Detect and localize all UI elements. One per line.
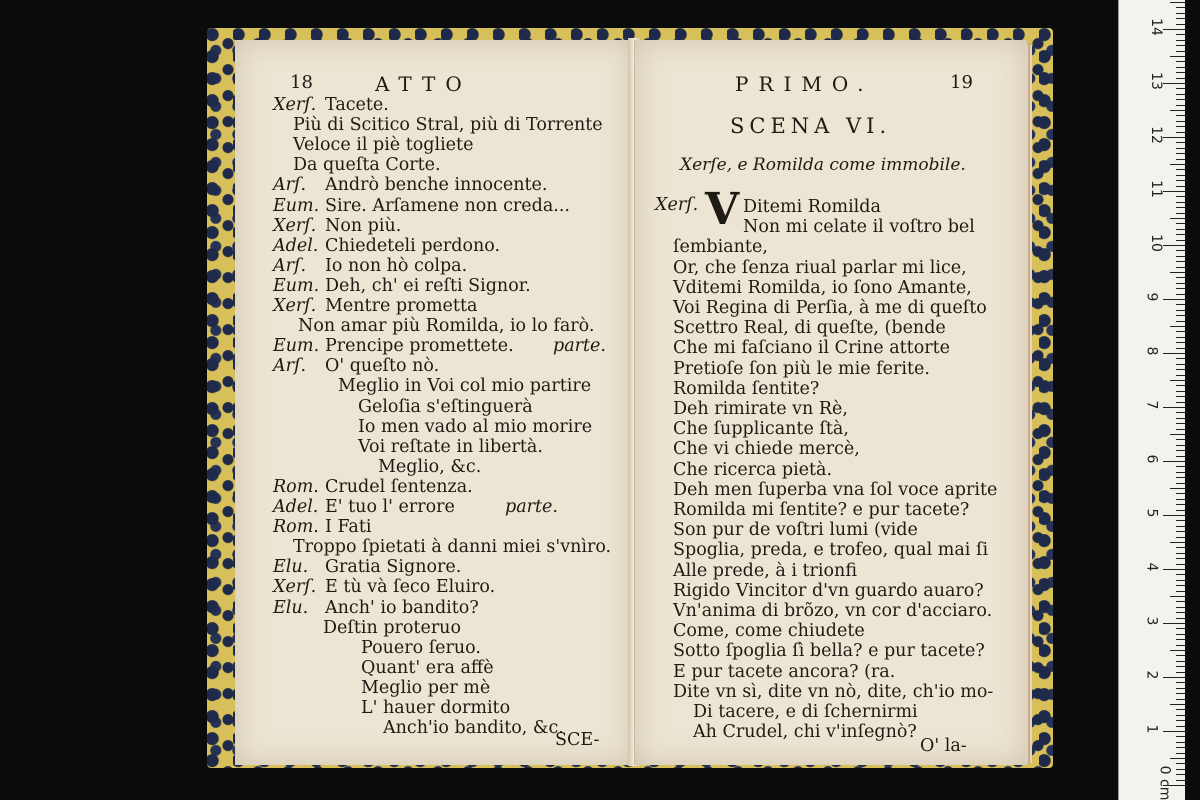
ruler-label: 14 — [1147, 18, 1164, 36]
ruler-tick — [1176, 213, 1185, 214]
right-text-line: Vn'anima di brõzo, vn cor d'acciaro. — [673, 601, 993, 621]
ruler-tick — [1170, 596, 1185, 597]
ruler-tick — [1176, 618, 1185, 619]
ruler-tick — [1176, 564, 1185, 565]
ruler-tick — [1176, 699, 1185, 700]
verse-text: Geloſia s'eſtinguerà — [358, 396, 533, 417]
ruler-tick — [1176, 780, 1185, 781]
ruler-tick — [1176, 40, 1185, 41]
ruler-tick — [1176, 753, 1185, 754]
ruler-tick — [1176, 472, 1185, 473]
ruler-tick — [1176, 709, 1185, 710]
ruler-label: 3 — [1143, 616, 1160, 626]
left-text-line — [273, 276, 531, 296]
ruler-label: 7 — [1143, 400, 1160, 410]
ruler-tick — [1176, 418, 1185, 419]
ruler-tick — [1163, 461, 1185, 462]
verse-text: I Fati — [325, 517, 372, 538]
ruler-tick — [1176, 132, 1185, 133]
ruler-tick — [1176, 510, 1185, 511]
verse-text: Deh, ch' ei reſti Signor. — [325, 275, 531, 296]
speaker-label: Rom. — [273, 517, 319, 538]
ruler-tick — [1170, 164, 1185, 165]
ruler-tick — [1170, 434, 1185, 435]
ruler-tick — [1176, 682, 1185, 683]
ruler-tick — [1176, 250, 1185, 251]
right-text-line: Pretioſe ſon più le mie ferite. — [673, 358, 930, 379]
right-text-line: E pur tacete ancora? (ra. — [673, 661, 896, 682]
verse-text: Mentre prometta — [325, 296, 478, 316]
ruler-tick — [1176, 736, 1185, 737]
ruler-tick — [1170, 272, 1185, 273]
ruler-label: 11 — [1147, 180, 1164, 198]
left-text-line — [293, 155, 441, 175]
ruler-tick — [1176, 369, 1185, 370]
ruler-tick — [1176, 601, 1185, 602]
ruler-tick — [1176, 742, 1185, 743]
ruler-tick — [1176, 655, 1185, 656]
left-text-line — [293, 115, 603, 135]
ruler-tick — [1176, 364, 1185, 365]
right-running-header: PRIMO. — [735, 72, 874, 96]
speaker-label: Arſ. — [273, 175, 307, 196]
ruler-tick — [1176, 234, 1185, 235]
ruler-tick — [1176, 315, 1185, 316]
left-text-line — [273, 256, 467, 276]
ruler-tick — [1170, 2, 1185, 3]
ruler-label: 4 — [1143, 562, 1160, 572]
verse-text: Non più. — [325, 215, 402, 236]
right-text-line: Son pur de voſtri lumi (vide — [673, 520, 918, 541]
right-text-line: Spoglia, preda, e trofeo, qual mai ſi — [673, 540, 989, 561]
ruler-tick — [1170, 758, 1185, 759]
ruler-tick — [1163, 569, 1185, 570]
ruler-tick — [1176, 256, 1185, 257]
ruler-tick — [1176, 499, 1185, 500]
ruler-label: 0 cm — [1156, 765, 1173, 800]
ruler-tick — [1176, 348, 1185, 349]
left-catchword: SCE- — [555, 730, 600, 750]
ruler-tick — [1176, 585, 1185, 586]
ruler-tick — [1176, 531, 1185, 532]
verse-text: Da queſta Corte. — [293, 155, 441, 176]
right-text-line: Voi Regina di Perſia, à me di queſto — [673, 298, 987, 318]
verse-text: L' hauer dormito — [361, 698, 511, 718]
ruler-tick — [1170, 542, 1185, 543]
ruler-tick — [1176, 715, 1185, 716]
ruler-tick — [1176, 223, 1185, 224]
left-text-line — [273, 497, 558, 517]
ruler-tick — [1176, 18, 1185, 19]
ruler-tick — [1176, 358, 1185, 359]
ruler-tick — [1176, 51, 1185, 52]
verse-text: Prencipe promettete. — [325, 336, 514, 357]
ruler-tick — [1163, 677, 1185, 678]
right-text-line: Che ricerca pietà. — [673, 459, 833, 480]
ruler-tick — [1176, 337, 1185, 338]
ruler-tick — [1176, 34, 1185, 35]
left-text-line — [273, 236, 500, 256]
speaker-label: Adel. — [273, 235, 319, 256]
left-text-line — [358, 397, 533, 417]
ruler-tick — [1176, 72, 1185, 73]
ruler-tick — [1176, 159, 1185, 160]
ruler-tick — [1176, 105, 1185, 106]
ruler-tick — [1176, 612, 1185, 613]
ruler-tick — [1176, 547, 1185, 548]
left-text-line — [361, 678, 490, 698]
ruler-tick — [1176, 304, 1185, 305]
right-text-line: Alle prede, à i trionfi — [673, 560, 857, 581]
right-text-line: Ah Crudel, chi v'inſegnò? — [693, 722, 917, 743]
ruler-tick — [1176, 423, 1185, 424]
speaker-label: Elu. — [273, 557, 309, 578]
verse-text: Gratia Signore. — [325, 557, 462, 578]
ruler-tick — [1176, 207, 1185, 208]
ruler-tick — [1176, 774, 1185, 775]
speaker-label: Xerſ. — [655, 195, 699, 215]
verse-text: Troppo ſpietati à danni miei s'vnìro. — [293, 537, 612, 558]
ruler-tick — [1176, 720, 1185, 721]
ruler-tick — [1176, 726, 1185, 727]
right-text-line: Vditemi Romilda, io ſono Amante, — [673, 277, 972, 298]
ruler-tick — [1176, 666, 1185, 667]
ruler-tick — [1170, 56, 1185, 57]
scene-subtitle: Xerſe, e Romilda come immobile. — [680, 155, 966, 175]
scene-title: SCENA VI. — [730, 114, 892, 138]
left-text-line — [273, 175, 547, 195]
ruler-label: 13 — [1147, 72, 1164, 90]
ruler-tick — [1176, 331, 1185, 332]
ruler-tick — [1176, 385, 1185, 386]
ruler-tick — [1176, 504, 1185, 505]
ruler-tick — [1176, 661, 1185, 662]
ruler-tick — [1176, 580, 1185, 581]
left-text-line — [358, 437, 543, 457]
ruler-tick — [1176, 288, 1185, 289]
speaker-label: Elu. — [273, 597, 309, 618]
right-text-line: Non mi celate il voſtro bel — [743, 217, 975, 238]
verse-text: Non amar più Romilda, io lo farò. — [298, 316, 595, 337]
ruler-tick — [1163, 731, 1185, 732]
ruler-tick — [1176, 283, 1185, 284]
left-text-line — [273, 577, 495, 597]
ruler-tick — [1176, 186, 1185, 187]
speaker-label: Arſ. — [273, 356, 307, 377]
ruler-tick — [1176, 396, 1185, 397]
ruler-tick — [1176, 375, 1185, 376]
left-text-line — [273, 216, 401, 236]
right-text-line: Scettro Real, di queſte, (bende — [673, 318, 946, 339]
verse-text: Pouero ſeruo. — [361, 637, 481, 658]
ruler-tick — [1176, 67, 1185, 68]
ruler-tick — [1163, 353, 1185, 354]
speaker-label: Eum. — [273, 336, 320, 357]
verse-text: E tù và ſeco Eluiro. — [325, 577, 496, 598]
speaker-label: Xerſ. — [273, 95, 317, 115]
ruler-label: 5 — [1143, 508, 1160, 518]
stage-direction: parte. — [505, 497, 558, 517]
left-text-line — [273, 477, 473, 497]
ruler-tick — [1176, 45, 1185, 46]
ruler-tick — [1176, 439, 1185, 440]
right-page-number: 19 — [950, 72, 973, 93]
verse-text: Io non hò colpa. — [325, 255, 468, 276]
left-text-line — [273, 557, 461, 577]
ruler-tick — [1176, 261, 1185, 262]
left-text-line — [273, 356, 439, 376]
ruler-tick — [1176, 202, 1185, 203]
left-text-line — [273, 336, 606, 357]
ruler-label: 10 — [1147, 234, 1164, 252]
left-text-line — [273, 95, 389, 115]
left-text-line — [361, 638, 481, 658]
ruler-tick — [1176, 537, 1185, 538]
left-text-line — [273, 598, 479, 618]
right-text-line: Come, come chiudete — [673, 621, 865, 642]
ruler-tick — [1176, 429, 1185, 430]
ruler-label: 6 — [1143, 454, 1160, 464]
left-text-line — [338, 376, 591, 396]
verse-text: Chiedeteli perdono. — [325, 235, 501, 256]
ruler-tick — [1176, 196, 1185, 197]
right-text-line: Che vi chiede mercè, — [673, 439, 860, 460]
right-page — [634, 40, 1027, 765]
right-text-line: Di tacere, e di ſchernirmi — [693, 702, 918, 722]
ruler-tick — [1163, 191, 1185, 192]
ruler-tick — [1176, 477, 1185, 478]
ruler-tick — [1170, 704, 1185, 705]
right-text-line: Deh men ſuperba vna ſol voce aprite — [673, 479, 998, 500]
ruler-tick — [1176, 688, 1185, 689]
verse-text: Più di Scitico Stral, più di Torrente — [293, 115, 603, 136]
ruler-tick — [1163, 137, 1185, 138]
left-text-line — [273, 296, 477, 316]
ruler-tick — [1176, 493, 1185, 494]
speaker-label: Xerſ. — [273, 577, 317, 598]
ruler-label: 2 — [1143, 670, 1160, 680]
ruler-tick — [1176, 99, 1185, 100]
verse-text: O' queſto nò. — [325, 356, 440, 377]
ruler-tick — [1170, 650, 1185, 651]
speaker-label: Arſ. — [273, 255, 307, 276]
ruler-tick — [1176, 526, 1185, 527]
left-text-line — [293, 537, 611, 557]
ruler-tick — [1176, 180, 1185, 181]
ruler-tick — [1176, 628, 1185, 629]
ruler-tick — [1176, 121, 1185, 122]
ruler-tick — [1176, 115, 1185, 116]
right-text-line: Romilda mi ſentite? e pur tacete? — [673, 500, 970, 520]
ruler-tick — [1176, 450, 1185, 451]
stage-direction: parte. — [553, 336, 606, 357]
speaker-label: Rom. — [273, 476, 319, 497]
right-text-line: Dite vn sì, dite vn nò, dite, ch'io mo- — [673, 681, 994, 702]
speaker-label: Xerſ. — [273, 296, 317, 316]
verse-text: Anch' io bandito? — [325, 597, 479, 618]
ruler-tick — [1176, 769, 1185, 770]
ruler-label: 1 — [1143, 724, 1160, 734]
ruler-tick — [1176, 520, 1185, 521]
verse-text: Andrò benche innocente. — [325, 175, 548, 196]
right-text-line: Deh rimirate vn Rè, — [673, 399, 848, 419]
ruler-tick — [1170, 326, 1185, 327]
ruler-tick — [1176, 747, 1185, 748]
ruler-tick — [1176, 126, 1185, 127]
right-text-line: Or, che ſenza riual parlar mi lice, — [673, 257, 967, 278]
ruler-tick — [1176, 402, 1185, 403]
ruler-tick — [1170, 110, 1185, 111]
ruler-tick — [1176, 94, 1185, 95]
ruler-tick — [1176, 645, 1185, 646]
ruler-tick — [1176, 634, 1185, 635]
speaker-label: Eum. — [273, 275, 320, 296]
ruler-tick — [1176, 445, 1185, 446]
speaker-label: Adel. — [273, 497, 319, 517]
right-text-line: ſembiante, — [673, 237, 768, 258]
ruler-tick — [1176, 574, 1185, 575]
verse-text: E' tuo l' errore — [325, 497, 455, 517]
left-page — [235, 40, 634, 765]
verse-text: Io men vado al mio morire — [358, 416, 593, 437]
ruler-tick — [1176, 78, 1185, 79]
right-text-line: Che mi faſciano il Crine attorte — [673, 338, 951, 359]
ruler-tick — [1163, 515, 1185, 516]
left-text-line — [293, 135, 473, 155]
ruler-tick — [1170, 380, 1185, 381]
ruler-tick — [1176, 175, 1185, 176]
ruler-tick — [1176, 321, 1185, 322]
drop-cap: V — [705, 184, 740, 235]
ruler-tick — [1176, 148, 1185, 149]
speaker-label: Xerſ. — [273, 215, 317, 236]
right-text-line: Che ſupplicante ſtà, — [673, 419, 849, 440]
left-text-line — [273, 517, 372, 537]
verse-text: Meglio per mè — [361, 677, 491, 698]
ruler-tick — [1176, 61, 1185, 62]
ruler-tick — [1176, 483, 1185, 484]
ruler-tick — [1176, 277, 1185, 278]
left-text-line — [383, 718, 564, 738]
ruler-tick — [1163, 623, 1185, 624]
ruler-tick — [1163, 83, 1185, 84]
ruler-tick — [1163, 407, 1185, 408]
verse-text: Quant' era affè — [361, 657, 494, 678]
ruler-label: 8 — [1143, 346, 1160, 356]
left-text-line — [378, 457, 481, 477]
ruler-tick — [1176, 466, 1185, 467]
left-running-header: ATTO — [375, 72, 472, 96]
verse-text: Crudel ſentenza. — [325, 476, 473, 497]
right-text-line: Romilda ſentite? — [673, 378, 820, 399]
right-catchword: O' la- — [920, 736, 967, 756]
ruler-tick — [1176, 607, 1185, 608]
left-text-line — [361, 658, 494, 678]
ruler-tick — [1176, 294, 1185, 295]
left-text-line — [358, 417, 592, 437]
ruler-tick — [1176, 240, 1185, 241]
ruler-tick — [1176, 13, 1185, 14]
speaker-label: Eum. — [273, 195, 320, 216]
left-text-line — [273, 196, 570, 216]
ruler-tick — [1176, 88, 1185, 89]
ruler-tick — [1176, 639, 1185, 640]
verse-text: Sire. Arſamene non creda... — [325, 195, 570, 216]
ruler-tick — [1176, 693, 1185, 694]
ruler-tick — [1176, 169, 1185, 170]
ruler-tick — [1176, 558, 1185, 559]
left-text-line — [323, 618, 461, 638]
left-page-number: 18 — [290, 72, 313, 93]
ruler-tick — [1176, 456, 1185, 457]
ruler-tick — [1163, 29, 1185, 30]
ruler-tick — [1170, 218, 1185, 219]
ruler-tick — [1176, 24, 1185, 25]
left-text-line — [298, 316, 594, 336]
verse-text: Veloce il piè togliete — [293, 135, 474, 156]
ruler-label: 12 — [1147, 126, 1164, 144]
right-text-line: Rigido Vincitor d'vn guardo auaro? — [673, 580, 984, 601]
verse-text: Tacete. — [325, 95, 389, 115]
ruler-tick — [1163, 299, 1185, 300]
verse-text: Anch'io bandito, &c. — [383, 718, 564, 739]
right-text-line: Ditemi Romilda — [743, 197, 881, 217]
verse-text: Deſtin proteruo — [323, 617, 461, 638]
ruler-tick — [1176, 412, 1185, 413]
ruler-tick — [1176, 391, 1185, 392]
ruler-tick — [1176, 153, 1185, 154]
measurement-ruler — [1118, 0, 1185, 800]
ruler-tick — [1176, 229, 1185, 230]
ruler-tick — [1163, 245, 1185, 246]
ruler-tick — [1170, 488, 1185, 489]
ruler-label: 9 — [1143, 292, 1160, 302]
ruler-tick — [1176, 310, 1185, 311]
left-text-line — [361, 698, 510, 718]
ruler-tick — [1176, 672, 1185, 673]
ruler-tick — [1176, 142, 1185, 143]
ruler-tick — [1176, 553, 1185, 554]
verse-text: Meglio in Voi col mio partire — [338, 376, 592, 397]
ruler-tick — [1176, 763, 1185, 764]
verse-text: Meglio, &c. — [378, 456, 482, 477]
verse-text: Voi reſtate in libertà. — [358, 436, 543, 457]
ruler-tick — [1176, 7, 1185, 8]
ruler-tick — [1176, 342, 1185, 343]
ruler-tick — [1176, 267, 1185, 268]
ruler-tick — [1176, 591, 1185, 592]
right-text-line: Sotto ſpoglia ſì bella? e pur tacete? — [673, 641, 985, 662]
